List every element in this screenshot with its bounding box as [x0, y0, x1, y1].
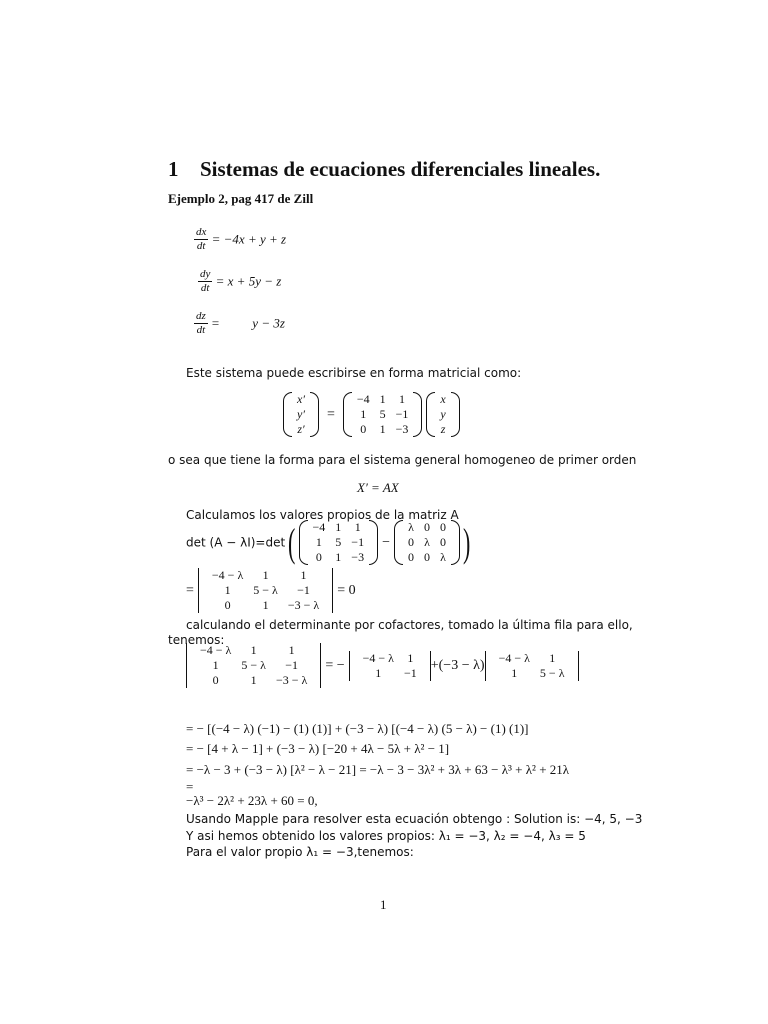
characteristic-polynomial: −λ³ − 2λ² + 23λ + 60 = 0,	[186, 793, 318, 808]
det-label: det (A − λI)=det	[186, 535, 286, 550]
minor-2: −4 − λ 1 1 5 − λ	[485, 651, 579, 681]
determinant-3x3-copy: −4 − λ 1 1 1 5 − λ −1 0 1 −3 − λ	[186, 643, 321, 688]
determinant-equation: = −4 − λ 1 1 1 5 − λ −1 0 1 −3 − λ = 0	[186, 568, 356, 612]
maple-text: Usando Mapple para resolver esta ecuación obtengo : Solution is: −4, 5, −3	[186, 812, 643, 826]
section-heading	[168, 157, 600, 182]
matrix-intro-text: Este sistema puede escribirse en forma matricial como:	[186, 366, 522, 380]
step-4: =	[186, 779, 194, 794]
matrix-a-copy: −4 1 1 1 5 −1 0 1 −3	[299, 520, 379, 565]
section-number: 1	[168, 157, 179, 181]
step-2: = − [4 + λ − 1] + (−3 − λ) [−20 + 4λ − 5λ + λ² − 1]	[186, 741, 450, 756]
step-3: = −λ − 3 + (−3 − λ) [λ² − λ − 21] = −λ − 3 − 3λ² + 3λ + 63 − λ³ + λ² + 21λ	[186, 762, 570, 777]
example-title: Ejemplo 2, pag 417 de Zill	[168, 191, 314, 206]
matrix-equation: x′ y′ z′ = −4 1 1 1 5 −1 0 1 −3 x y z	[283, 392, 460, 437]
page-number: 1	[380, 897, 387, 912]
eigen-intro-text: Calculamos los valores propios de la matriz A	[186, 508, 459, 522]
determinant-3x3: −4 − λ 1 1 1 5 − λ −1 0 1 −3 − λ	[198, 568, 333, 613]
cofactor-text-2: tenemos:	[168, 633, 225, 647]
homogeneous-text: o sea que tiene la forma para el sistema general homogeneo de primer orden	[168, 453, 637, 467]
matrix-a: −4 1 1 1 5 −1 0 1 −3	[343, 392, 423, 437]
matrix-ode: X′ = AX	[357, 480, 399, 495]
minor-1: −4 − λ 1 1 −1	[349, 651, 431, 681]
xprime-vector: x′ y′ z′	[283, 392, 319, 437]
next-step-text: Para el valor propio λ₁ = −3,tenemos:	[186, 845, 414, 859]
eigenvalues-text: Y asi hemos obtenido los valores propios: λ₁ = −3, λ₂ = −4, λ₃ = 5	[186, 829, 586, 843]
step-1: = − [(−4 − λ) (−1) − (1) (1)] + (−3 − λ) [(−4 − λ) (5 − λ) − (1) (1)]	[186, 721, 529, 736]
equation-dz: $\frac{dz}{dt}$ = y − 3z	[196, 310, 285, 336]
equation-dx: $\frac{dx}{dt}$ = −4x + y + z	[196, 226, 287, 252]
cofactor-text-1: calculando el determinante por cofactores, tomado la última fila para ello,	[186, 618, 633, 632]
cofactor-expansion: −4 − λ 1 1 1 5 − λ −1 0 1 −3 − λ = − −4 − λ 1 1 −1 +(−3 − λ) −4 − λ 1 1 5 − λ	[186, 643, 579, 688]
lambda-identity: λ 0 0 0 λ 0 0 0 λ	[394, 520, 460, 565]
equation-dy: $\frac{dy}{dt}$ = x + 5y − z	[200, 268, 282, 294]
characteristic-det: det (A − λI)=det( −4 1 1 1 5 −1 0 1 −3 − λ 0 0 0 λ 0 0 0 λ )	[186, 519, 471, 565]
section-title: Sistemas de ecuaciones diferenciales lineales.	[200, 157, 601, 181]
x-vector: x y z	[426, 392, 459, 437]
